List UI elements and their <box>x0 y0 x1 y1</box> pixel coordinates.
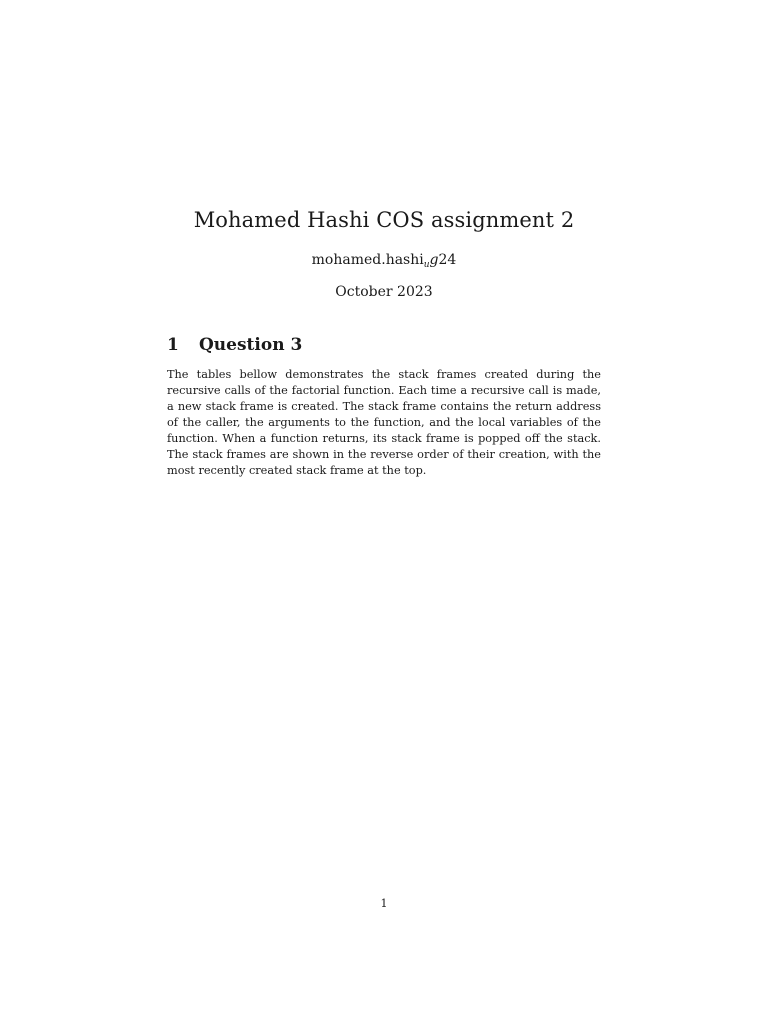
author-name-subscript: u <box>423 260 430 270</box>
section-heading <box>167 334 302 356</box>
document-date: October 2023 <box>335 284 433 300</box>
section-title: Question 3 <box>199 335 303 355</box>
section-number: 1 <box>167 335 179 355</box>
author-name-italic-suffix: g <box>429 252 439 268</box>
author-name-prefix: mohamed.hashi <box>311 252 424 268</box>
body-paragraph: The tables bellow demonstrates the stack frames created during the recursive calls of the factorial function. Each time a recursive call is made, a new stack frame is created. The stack frame contains the return address of the caller, the arguments to the function, and the local variables of the function. When a function returns, its stack frame is popped off the stack. The stack frames are shown in the reverse order of their creation, with the most recently created stack frame at the top. <box>167 368 601 477</box>
author-line <box>0 251 768 269</box>
page-number: 1 <box>380 897 388 910</box>
author-name-suffix: 24 <box>438 252 457 268</box>
document-title: Mohamed Hashi COS assignment 2 <box>193 208 575 232</box>
